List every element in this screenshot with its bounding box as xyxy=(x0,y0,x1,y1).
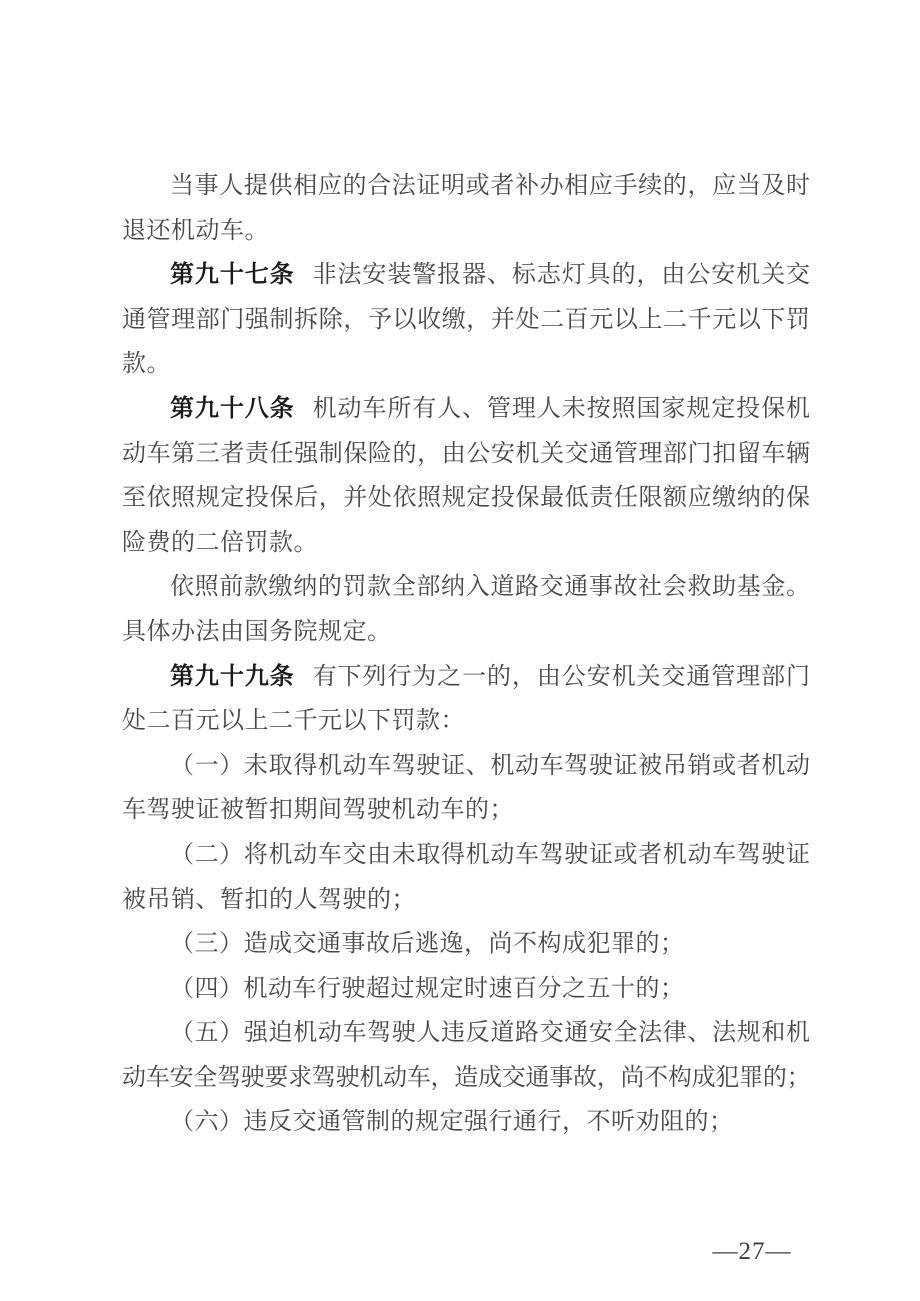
document-line: 款。 xyxy=(122,351,171,378)
article-heading: 第九十八条 xyxy=(170,394,295,422)
document-line-item-2: （二）将机动车交由未取得机动车驾驶证或者机动车驾驶证 xyxy=(170,841,810,868)
document-line-item-1: （一）未取得机动车驾驶证、机动车驾驶证被吊销或者机动 xyxy=(170,752,810,779)
document-line: 退还机动车。 xyxy=(122,217,269,244)
document-line-item-5: （五）强迫机动车驾驶人违反道路交通安全法律、法规和机 xyxy=(170,1020,810,1047)
article-body-text: 机动车所有人、管理人未按照国家规定投保机 xyxy=(312,395,811,422)
document-line: 当事人提供相应的合法证明或者补办相应手续的，应当及时 xyxy=(170,173,810,199)
document-line: 动车安全驾驶要求驾驶机动车，造成交通事故，尚不构成犯罪的； xyxy=(122,1064,810,1091)
document-line-item-3: （三）造成交通事故后逃逸，尚不构成犯罪的； xyxy=(170,931,685,958)
document-line: 动车第三者责任强制保险的，由公安机关交通管理部门扣留车辆 xyxy=(122,440,810,467)
document-line: 处二百元以上二千元以下罚款： xyxy=(122,708,465,735)
document-line: 险费的二倍罚款。 xyxy=(122,529,318,556)
article-heading: 第九十九条 xyxy=(170,662,295,690)
article-body-text: 非法安装警报器、标志灯具的，由公安机关交 xyxy=(312,262,811,289)
document-line-item-6: （六）违反交通管制的规定强行通行，不听劝阻的； xyxy=(170,1109,734,1136)
document-line-item-4: （四）机动车行驶超过规定时速百分之五十的； xyxy=(170,975,685,1002)
document-line: 被吊销、暂扣的人驾驶的； xyxy=(122,886,416,913)
text-content xyxy=(122,164,810,1145)
document-line-article-99 xyxy=(122,655,810,700)
document-line: 通管理部门强制拆除，予以收缴，并处二百元以上二千元以下罚 xyxy=(122,306,810,333)
article-heading: 第九十七条 xyxy=(170,261,295,289)
document-line-article-98 xyxy=(122,387,810,432)
document-line-article-97 xyxy=(122,253,810,298)
page-number: —27— xyxy=(712,1238,792,1265)
document-line: 依照前款缴纳的罚款全部纳入道路交通事故社会救助基金。 xyxy=(170,574,810,601)
document-line: 具体办法由国务院规定。 xyxy=(122,618,392,645)
article-body-text: 有下列行为之一的，由公安机关交通管理部门 xyxy=(312,663,811,690)
document-line: 车驾驶证被暂扣期间驾驶机动车的； xyxy=(122,797,514,824)
document-line: 至依照规定投保后，并处依照规定投保最低责任限额应缴纳的保 xyxy=(122,485,810,512)
